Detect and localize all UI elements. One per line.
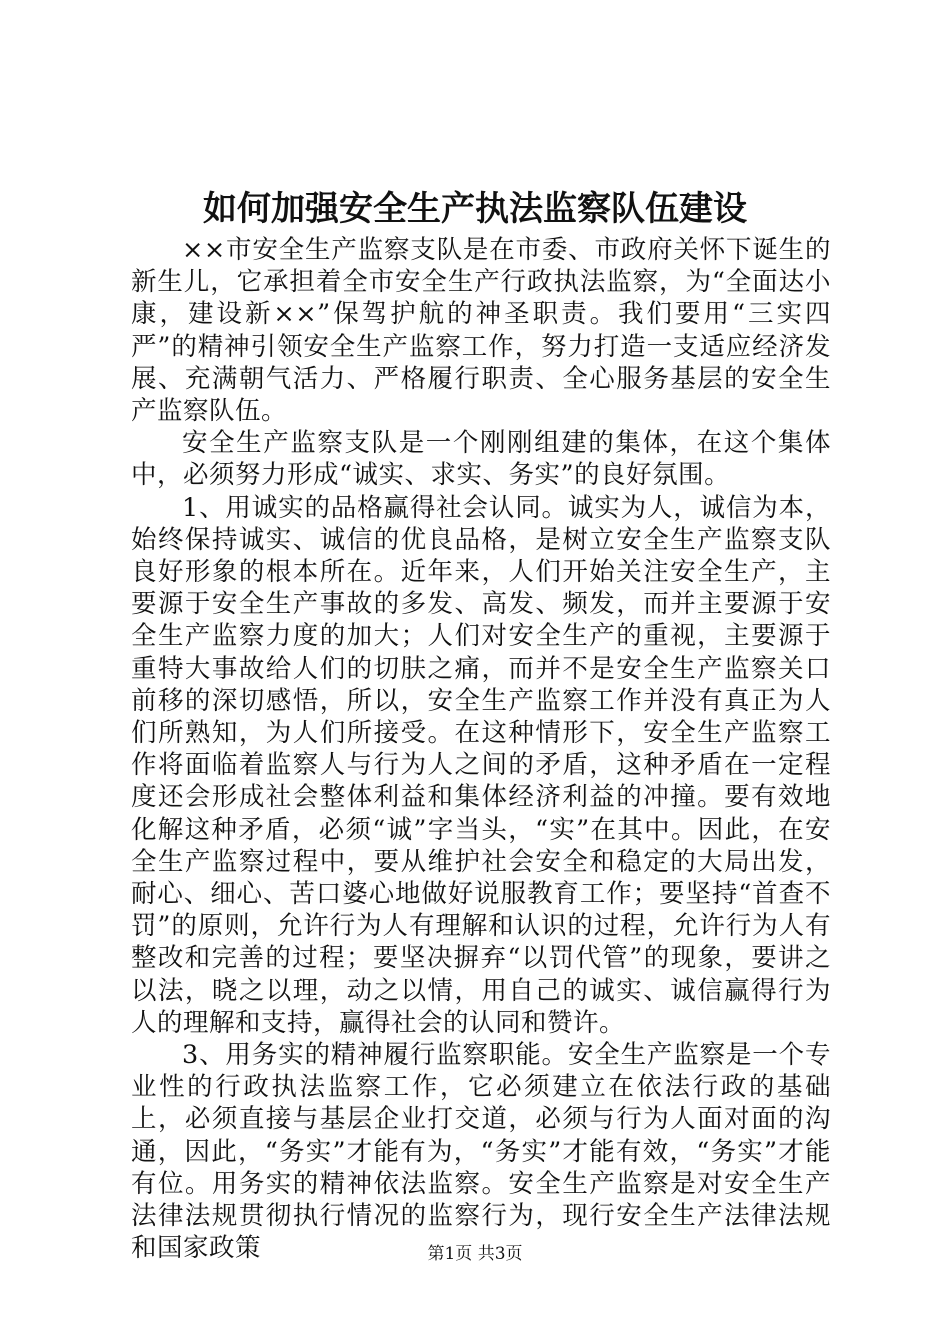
- paragraph-pragmatism: 3、用务实的精神履行监察职能。安全生产监察是一个专业性的行政执法监察工作，它必须建立在依法行政的基础上，必须直接与基层企业打交道，必须与行为人面对面的沟通，因此，“务实”才能有为，“务实”才能有效，“务实”才能有位。用务实的精神依法监察。安全生产监察是对安全生产法律法规贯彻执行情况的监察行为，现行安全生产法律法规和国家政策: [131, 1040, 831, 1264]
- document-body: [131, 234, 831, 1265]
- paragraph-honesty: 1、用诚实的品格赢得社会认同。诚实为人，诚信为本，始终保持诚实、诚信的优良品格，是树立安全生产监察支队良好形象的根本所在。近年来，人们开始关注安全生产，主要源于安全生产事故的多发、高发、频发，而并主要源于安全生产监察力度的加大；人们对安全生产的重视，主要源于重特大事故给人们的切肤之痛，而并不是安全生产监察关口前移的深切感悟，所以，安全生产监察工作并没有真正为人们所熟知，为人们所接受。在这种情形下，安全生产监察工作将面临着监察人与行为人之间的矛盾，这种矛盾在一定程度还会形成社会整体利益和集体经济利益的冲撞。要有效地化解这种矛盾，必须“诚”字当头，“实”在其中。因此，在安全生产监察过程中，要从维护社会安全和稳定的大局出发，耐心、细心、苦口婆心地做好说服教育工作；要坚持“首查不罚”的原则，允许行为人有理解和认识的过程，允许行为人有整改和完善的过程；要坚决摒弃“以罚代管”的现象，要讲之以法，晓之以理，动之以情，用自己的诚实、诚信赢得行为人的理解和支持，赢得社会的认同和赞许。: [131, 492, 831, 1038]
- page-footer: 第1页 共3页: [427, 1244, 523, 1264]
- paragraph-atmosphere: 安全生产监察支队是一个刚刚组建的集体，在这个集体中，必须努力形成“诚实、求实、务实”的良好氛围。: [131, 428, 831, 491]
- paragraph-intro: ××市安全生产监察支队是在市委、市政府关怀下诞生的新生儿，它承担着全市安全生产行政执法监察，为“全面达小康，建设新××”保驾护航的神圣职责。我们要用“三实四严”的精神引领安全生产监察工作，努力打造一支适应经济发展、充满朝气活力、严格履行职责、全心服务基层的安全生产监察队伍。: [131, 235, 831, 427]
- document-title: 如何加强安全生产执法监察队伍建设: [203, 189, 747, 229]
